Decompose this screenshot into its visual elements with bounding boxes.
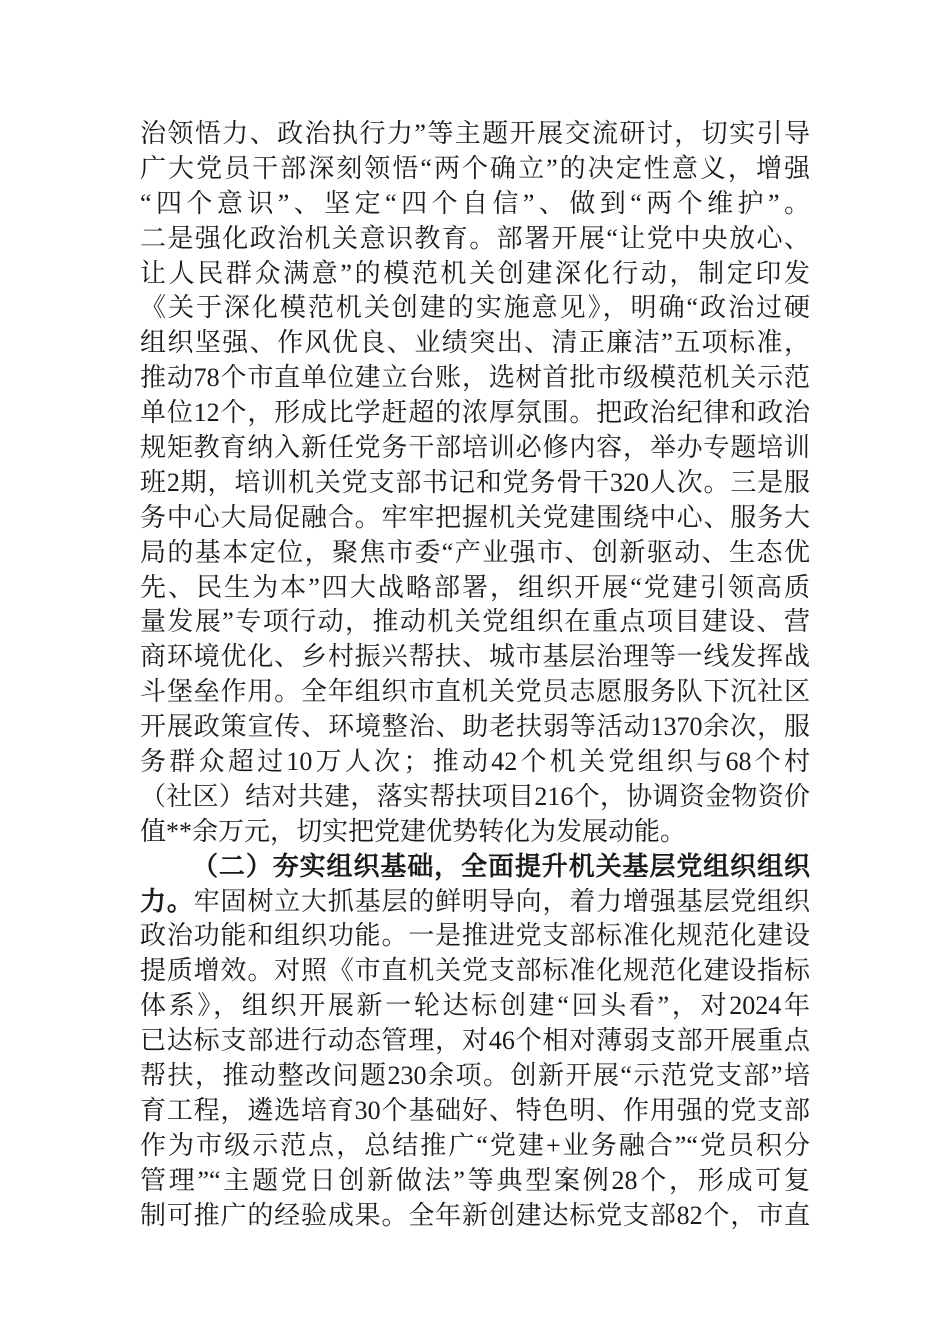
body-text: 帮扶，推动整改问题230余项。创新开展“示范党支部”培 <box>140 1061 810 1091</box>
text-line <box>140 1094 810 1129</box>
section-heading-text: 力。 <box>140 886 194 916</box>
text-line <box>140 1164 810 1199</box>
text-line <box>140 152 810 187</box>
body-text: 广大党员干部深刻领悟“两个确立”的决定性意义，增强 <box>140 153 810 183</box>
body-text: 二是强化政治机关意识教育。部署开展“让党中央放心、 <box>140 223 810 253</box>
text-line <box>140 815 810 850</box>
text-line <box>140 222 810 257</box>
text-line <box>140 675 810 710</box>
section-heading-text: （二）夯实组织基础，全面提升机关基层党组织组织 <box>192 851 810 881</box>
text-line <box>140 466 810 501</box>
body-text: 商环境优化、乡村振兴帮扶、城市基层治理等一线发挥战 <box>140 642 810 672</box>
text-line <box>140 1129 810 1164</box>
text-line <box>140 780 810 815</box>
body-text: 育工程，遴选培育30个基础好、特色明、作用强的党支部 <box>140 1095 810 1125</box>
text-line <box>140 1059 810 1094</box>
body-text: 管理”“主题党日创新做法”等典型案例28个，形成可复 <box>140 1165 810 1195</box>
text-line <box>140 117 810 152</box>
text-line <box>140 571 810 606</box>
text-line <box>140 326 810 361</box>
body-text: 让人民群众满意”的模范机关创建深化行动，制定印发 <box>140 258 810 288</box>
text-line <box>140 187 810 222</box>
text-line <box>140 361 810 396</box>
body-text: 提质增效。对照《市直机关党支部标准化规范化建设指标 <box>140 956 810 986</box>
text-line <box>140 745 810 780</box>
body-text: 务中心大局促融合。牢牢把握机关党建围绕中心、服务大 <box>140 502 810 532</box>
text-line <box>140 989 810 1024</box>
body-text: 牢固树立大抓基层的鲜明导向，着力增强基层党组织 <box>193 886 810 916</box>
body-text: 作为市级示范点，总结推广“党建+业务融合”“党员积分 <box>140 1130 810 1160</box>
body-text: “四个意识”、坚定“四个自信”、做到“两个维护”。 <box>140 188 810 218</box>
body-text: 政治功能和组织功能。一是推进党支部标准化规范化建设 <box>140 921 810 951</box>
text-line <box>140 640 810 675</box>
body-text: 量发展”专项行动，推动机关党组织在重点项目建设、营 <box>140 607 810 637</box>
text-line <box>140 396 810 431</box>
text-line <box>140 919 810 954</box>
text-line <box>140 1199 810 1234</box>
text-line <box>140 885 810 920</box>
body-text: 斗堡垒作用。全年组织市直机关党员志愿服务队下沉社区 <box>140 677 810 707</box>
body-text: 推动78个市直单位建立台账，选树首批市级模范机关示范 <box>140 363 810 393</box>
body-text: 值**余万元，切实把党建优势转化为发展动能。 <box>140 816 687 846</box>
body-text: 已达标支部进行动态管理，对46个相对薄弱支部开展重点 <box>140 1026 810 1056</box>
text-line <box>140 605 810 640</box>
body-text: 先、民生为本”四大战略部署，组织开展“党建引领高质 <box>140 572 810 602</box>
body-text: 体系》，组织开展新一轮达标创建“回头看”，对2024年 <box>140 991 810 1021</box>
text-line <box>140 710 810 745</box>
text-line <box>140 1024 810 1059</box>
body-text: 规矩教育纳入新任党务干部培训必修内容，举办专题培训 <box>140 433 810 463</box>
text-line <box>140 501 810 536</box>
body-text: 务群众超过10万人次；推动42个机关党组织与68个村 <box>140 747 810 777</box>
body-text: 《关于深化模范机关创建的实施意见》，明确“政治过硬 <box>140 293 810 323</box>
text-line <box>140 257 810 292</box>
body-text: 开展政策宣传、环境整治、助老扶弱等活动1370余次，服 <box>140 712 810 742</box>
text-line <box>140 850 810 885</box>
body-text: （社区）结对共建，落实帮扶项目216个，协调资金物资价 <box>140 781 810 811</box>
body-text: 制可推广的经验成果。全年新创建达标党支部82个，市直 <box>140 1200 810 1230</box>
body-text: 组织坚强、作风优良、业绩突出、清正廉洁”五项标准， <box>140 328 810 358</box>
body-text: 班2期，培训机关党支部书记和党务骨干320人次。三是服 <box>140 467 810 497</box>
text-block <box>140 117 810 1234</box>
body-text: 局的基本定位，聚焦市委“产业强市、创新驱动、生态优 <box>140 537 810 567</box>
text-line <box>140 954 810 989</box>
text-line <box>140 536 810 571</box>
body-text: 治领悟力、政治执行力”等主题开展交流研讨，切实引导 <box>140 119 810 148</box>
body-text: 单位12个，形成比学赶超的浓厚氛围。把政治纪律和政治 <box>140 398 810 428</box>
text-line <box>140 431 810 466</box>
text-line <box>140 291 810 326</box>
